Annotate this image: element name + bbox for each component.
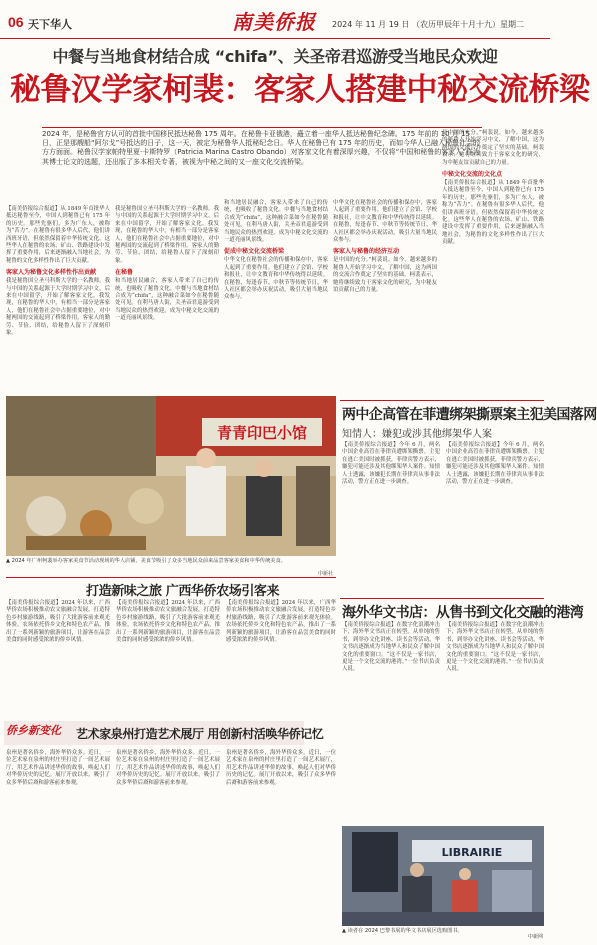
- subheading: 客家人与秘鲁的经济互动: [333, 248, 400, 256]
- section-name: 天下华人: [28, 18, 72, 31]
- story-body: 【南美侨报综合报道】在数字化浪潮冲击下，海外华文书店正在转型。从单纯的售书，到举办文化讲座、读书会等活动，华文书店逐渐成为当地华人和民众了解中国文化的重要窗口。“这不仅是一家书店，更是一个文化交流的港湾。”一位书店负责人说。: [446, 622, 544, 673]
- story-subheadline: 知情人：嫌犯或涉其他绑架华人案: [342, 429, 492, 440]
- article-column-1: [6, 206, 110, 392]
- food-festival-photo: [6, 396, 336, 556]
- article-column-3: [224, 130, 328, 392]
- bookshop-illustration: [342, 826, 544, 926]
- photo-credit: 中新网: [528, 934, 544, 940]
- feature-badge: 侨乡新变化: [6, 724, 61, 737]
- article-text: 是中国的充分。”柯裴说。如今，越来越多的秘鲁人开始学习中文，了解中国，这为两国的交流合作奠定了坚实的基础。柯裴表示，她将继续致力于客家文化的研究，为中秘友谊贡献自己的力量。: [333, 257, 437, 294]
- dateline: 2024 年 11 月 19 日 （农历甲辰年十月十九）星期二: [332, 20, 524, 29]
- story-body: 【南美侨报综合报道】今年 6 月，两名中国企业高管在菲律宾遭绑架撕票。主犯在逃亡美国时被抓获，菲律宾警方表示，嫌犯可能还涉及其他绑架华人案件。知情人士透露，该嫌犯长期在菲律宾从事非法活动，警方正在进一步调查。: [446, 442, 544, 486]
- food-festival-illustration: [6, 396, 336, 556]
- divider: [340, 400, 544, 401]
- article-text: 和当地居民融合，客家人带来了自己的传统，也吸收了秘鲁文化。中餐与当地食材结合成为“chifa”，这种融合菜如今在秘鲁随处可见。在利马唐人街，关圣帝君巡游受到当地民众的热烈欢迎，成为中秘文化交流的一道亮丽风景线。: [115, 278, 219, 322]
- feature-headline: 艺术家泉州打造艺术展厅 用创新村活唤华侨记忆: [76, 727, 324, 741]
- article-text: 中华文化在秘鲁社会的传播和保存中，客家人起到了重要作用。他们建立了会馆、学校和报社，让中文教育和中华传统得以延续。在秘鲁，每逢春节、中秋节等传统节日，华人社区都会举办庆祝活动，吸引大量当地民众参与。: [224, 257, 328, 301]
- divider: [42, 127, 482, 128]
- story-body: 【南美侨报综合报道】在数字化浪潮冲击下，海外华文书店正在转型。从单纯的售书，到举办文化讲座、读书会等活动，华文书店逐渐成为当地华人和民众了解中国文化的重要窗口。“这不仅是一家书店，更是一个文化交流的港湾。”一位书店负责人说。: [342, 622, 440, 673]
- story-body: 【南美侨报综合报道】2024 年以来，广西华侨农场积极推动农文旅融合发展，打造特色乡村旅游线路，吸引了大批游客前来观光体验。农场依托侨乡文化和特色农产品，推出了一系列新颖的旅游项目，让游客在品尝美食的同时感受浓浓的侨乡风情。: [6, 600, 110, 644]
- article-text: 和当地居民融合，客家人带来了自己的传统，也吸收了秘鲁文化。中餐与当地食材结合成为“chifa”，这种融合菜如今在秘鲁随处可见。在利马唐人街，关圣帝君巡游受到当地民众的热烈欢迎，成为中秘文化交流的一道亮丽风景线。: [224, 200, 328, 244]
- article-text: 我是秘鲁国立圣马科斯大学的一名教师。我与中国的关系起源于大学时期学习中文，后来在中国留学，开始了解客家文化。我发现，在秘鲁的华人中，有相当一部分是客家人，他们在秘鲁社会中占据重要地位，对中秘两国的交流起到了桥梁作用。客家人的勤劳、节俭、团结，给秘鲁人留下了深刻印象。: [115, 206, 219, 264]
- stall-sign: 青青印巴小馆: [216, 424, 308, 442]
- article-text: 是中国的充分。”柯裴说。如今，越来越多的秘鲁人开始学习中文，了解中国，这为两国的交流合作奠定了坚实的基础。柯裴表示，她将继续致力于客家文化的研究，为中秘友谊贡献自己的力量。: [442, 130, 544, 166]
- article-text: 【南美侨报综合报道】从 1849 年首批华人抵达秘鲁至今，中国人到秘鲁已有 175 年的历史。那些先驱们，多为广东人，被称为“苦力”。在秘鲁有很多华人后代，他们讲西班牙语，但依然保留着中华传统文化。这些华人在秘鲁的农场、矿山、铁路建设中发挥了重要作用，后来逐渐融入当地社会，为秘鲁的文化多样性作出了巨大贡献。: [442, 180, 544, 246]
- masthead-logo: 南美侨报: [232, 10, 316, 34]
- article-text: 中华文化在秘鲁社会的传播和保存中，客家人起到了重要作用。他们建立了会馆、学校和报社，让中文教育和中华传统得以延续。在秘鲁，每逢春节、中秋节等传统节日，华人社区都会举办庆祝活动，吸引大量当地民众参与。: [333, 200, 437, 244]
- article-column-5: [442, 130, 544, 392]
- story-headline: 两中企高管在菲遭绑架撕票案主犯美国落网: [342, 407, 597, 423]
- photo-caption: ▲ 读者在 2024 巴黎书展的华文书店展区选购图书。: [342, 928, 463, 934]
- story-body: 【南美侨报综合报道】2024 年以来，广西华侨农场积极推动农文旅融合发展，打造特色乡村旅游线路，吸引了大批游客前来观光体验。农场依托侨乡文化和特色农产品，推出了一系列新颖的旅游项目，让游客在品尝美食的同时感受浓浓的侨乡风情。: [116, 600, 220, 644]
- story-body: 泉州是著名侨乡，海外华侨众多。近日，一位艺术家在泉州的村庄里打造了一间艺术展厅，用艺术作品讲述华侨的故事，唤起人们对华侨历史的记忆。展厅开放以来，吸引了众多华侨后裔和游客前来参观。: [116, 750, 220, 786]
- divider: [340, 598, 544, 599]
- story-body: 泉州是著名侨乡，海外华侨众多。近日，一位艺术家在泉州的村庄里打造了一间艺术展厅，用艺术作品讲述华侨的故事，唤起人们对华侨历史的记忆。展厅开放以来，吸引了众多华侨后裔和游客前来参观。: [6, 750, 110, 786]
- subheading: 在秘鲁: [115, 269, 134, 277]
- story-headline: 打造新味之旅 广西华侨农场引客来: [86, 584, 280, 599]
- article-column-2: [115, 206, 219, 392]
- kicker-headline: 中餐与当地食材结合成 “chifa”、关圣帝君巡游受当地民众欢迎: [52, 47, 498, 66]
- subheading: 客家人为秘鲁文化多样性作出贡献: [6, 269, 97, 277]
- story-body: 【南美侨报综合报道】今年 6 月，两名中国企业高管在菲律宾遭绑架撕票。主犯在逃亡美国时被抓获，菲律宾警方表示，嫌犯可能还涉及其他绑架华人案件。知情人士透露，该嫌犯长期在菲律宾从事非法活动，警方正在进一步调查。: [342, 442, 440, 486]
- photo-credit: 中新社: [318, 571, 334, 577]
- bookshop-photo: [342, 826, 544, 926]
- article-text: 我是秘鲁国立圣马科斯大学的一名教师。我与中国的关系起源于大学时期学习中文，后来在中国留学，开始了解客家文化。我发现，在秘鲁的华人中，有相当一部分是客家人，他们在秘鲁社会中占据重要地位，对中秘两国的交流起到了桥梁作用。客家人的勤劳、节俭、团结，给秘鲁人留下了深刻印象。: [6, 278, 110, 337]
- subheading: 促成中秘文化交流桥梁: [224, 248, 285, 256]
- story-headline: 海外华文书店：从售书到文化交融的港湾: [342, 605, 584, 621]
- page-number: 06: [8, 14, 24, 30]
- bookshop-sign: LIBRAIRIE: [441, 846, 503, 859]
- story-body: 泉州是著名侨乡，海外华侨众多。近日，一位艺术家在泉州的村庄里打造了一间艺术展厅，用艺术作品讲述华侨的故事，唤起人们对华侨历史的记忆。展厅开放以来，吸引了众多华侨后裔和游客前来参观。: [226, 750, 336, 786]
- subheading: 中秘文化交流的文化点: [442, 171, 503, 179]
- divider: [6, 577, 336, 578]
- main-headline: 秘鲁汉学家柯裴：客家人搭建中秘交流桥梁: [10, 72, 590, 108]
- lead-paragraph: 2024 年，是秘鲁官方认可的首批中国移民抵达秘鲁 175 周年。在秘鲁卡亚俄港，矗立着一座华人抵达秘鲁纪念碑。175 年前的 10 月 15 日，正是那艘船“阿尔戈”号抵达的日子，这一天，被定为秘鲁华人抵秘纪念日。华人在秘鲁已有 175 年的历史，而如今华人已融入秘鲁社会的方方面面。秘鲁汉学家帕特里夏·卡斯特罗（Patricia Marina Castro Obando）对客家文化有着深厚兴趣，不仅将“中国和秘鲁的客家人”作为其博士论文的选题，还出版了多本相关专著，被视为中秘之间的又一座文化交流桥梁。: [42, 130, 481, 166]
- photo-caption: ▲ 2024 年广州柯裴举办客家美食节活动现场的华人店铺，美食节吸引了众多当地民众前来品尝客家美食和中华传统美食。: [6, 558, 286, 564]
- story-body: 【南美侨报综合报道】2024 年以来，广西华侨农场积极推动农文旅融合发展，打造特色乡村旅游线路，吸引了大批游客前来观光体验。农场依托侨乡文化和特色农产品，推出了一系列新颖的旅游项目，让游客在品尝美食的同时感受浓浓的侨乡风情。: [226, 600, 336, 644]
- article-text: 【南美侨报综合报道】从 1849 年首批华人抵达秘鲁至今，中国人到秘鲁已有 175 年的历史。那些先驱们，多为广东人，被称为“苦力”。在秘鲁有很多华人后代，他们讲西班牙语，但依然保留着中华传统文化。这些华人在秘鲁的农场、矿山、铁路建设中发挥了重要作用，后来逐渐融入当地社会，为秘鲁的文化多样性作出了巨大贡献。: [6, 206, 110, 264]
- article-column-4: [333, 200, 437, 392]
